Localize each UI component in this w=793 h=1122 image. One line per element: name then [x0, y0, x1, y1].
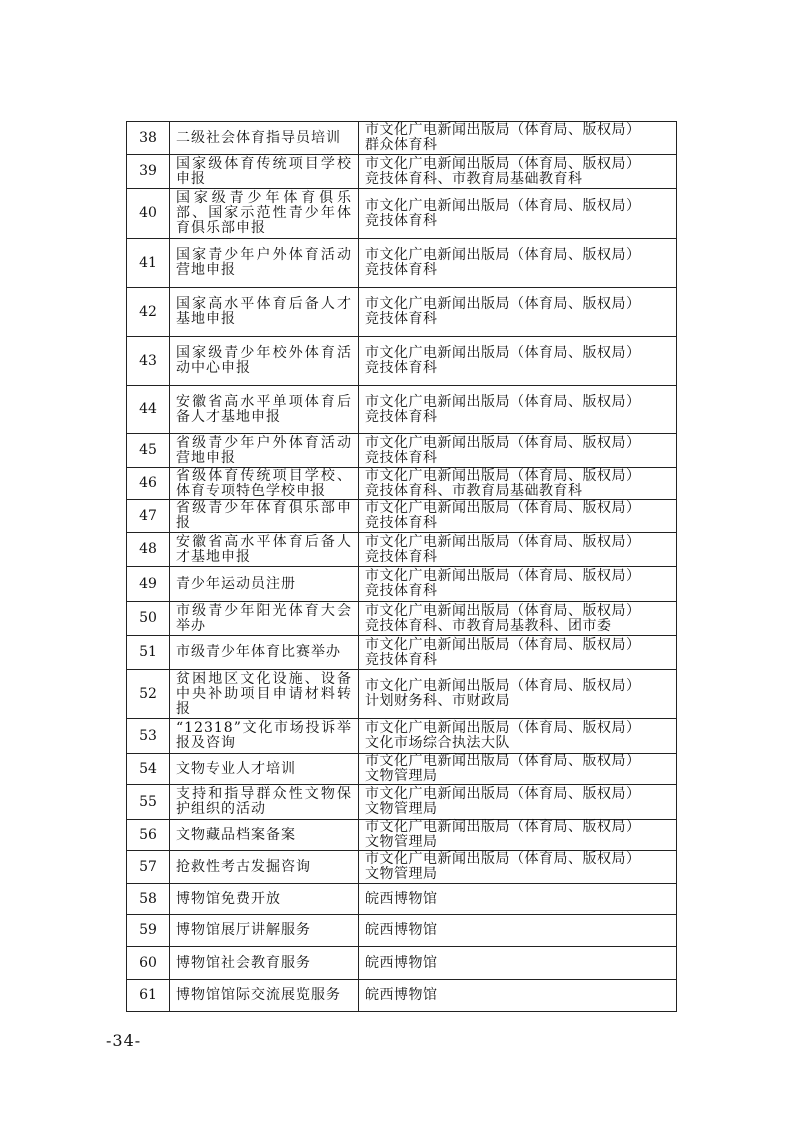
department-line: 皖西博物馆: [365, 922, 438, 938]
department-line: 市文化广电新闻出版局（体育局、版权局）: [365, 393, 641, 410]
department-line: 竞技体育科: [365, 311, 438, 327]
department-line: 市文化广电新闻出版局（体育局、版权局）: [365, 851, 641, 867]
department-line: 市文化广电新闻出版局（体育局、版权局）: [365, 720, 641, 736]
department-line: 文物管理局: [365, 834, 438, 850]
department-line: 竞技体育科、市教育局基础教育科: [365, 482, 583, 499]
department-line: 文物管理局: [365, 768, 438, 784]
table-row: [127, 670, 677, 719]
service-name: 博物馆展厅讲解服务: [170, 915, 359, 947]
department-line: 竞技体育科: [365, 651, 438, 668]
department-line: 文化市场综合执法大队: [365, 735, 510, 751]
department-line: 市文化广电新闻出版局（体育局、版权局）: [365, 819, 641, 835]
department-line: 市文化广电新闻出版局（体育局、版权局）: [365, 122, 641, 138]
service-table: [126, 121, 677, 1012]
service-name: 支持和指导群众性文物保护组织的活动: [170, 785, 359, 820]
table-row: [127, 915, 677, 947]
service-name: 贫困地区文化设施、设备中央补助项目申请材料转报: [170, 670, 359, 719]
department-line: 竞技体育科: [365, 262, 438, 278]
department-line: 市文化广电新闻出版局（体育局、版权局）: [365, 678, 641, 694]
row-number: 57: [127, 851, 170, 884]
department-line: 计划财务科、市财政局: [365, 693, 510, 709]
service-name: 市级青少年体育比赛举办: [170, 636, 359, 670]
department-line: 文物管理局: [365, 801, 438, 817]
department-line: 市文化广电新闻出版局（体育局、版权局）: [365, 296, 641, 312]
department-line: 市文化广电新闻出版局（体育局、版权局）: [365, 568, 641, 584]
row-number: 38: [127, 122, 170, 155]
department-line: 竞技体育科、市教育局基础教育科: [365, 170, 583, 187]
service-name: 抢救性考古发掘咨询: [170, 851, 359, 884]
table-row: [127, 337, 677, 386]
service-name: 市级青少年阳光体育大会举办: [170, 602, 359, 636]
service-name: 省级青少年体育俱乐部申报: [170, 500, 359, 533]
responsible-department: [359, 386, 677, 434]
service-name: 国家级体育传统项目学校申报: [170, 155, 359, 189]
service-name: “12318”文化市场投诉举报及咨询: [170, 719, 359, 754]
table-row: [127, 468, 677, 500]
department-line: 竞技体育科: [365, 583, 438, 599]
service-table-body: [127, 122, 677, 1012]
table-row: [127, 947, 677, 980]
responsible-department: [359, 567, 677, 602]
service-name: 文物专业人才培训: [170, 754, 359, 785]
department-line: 市文化广电新闻出版局（体育局、版权局）: [365, 500, 641, 516]
responsible-department: [359, 500, 677, 533]
service-name: 博物馆社会教育服务: [170, 947, 359, 980]
table-row: [127, 122, 677, 155]
department-line: 竞技体育科: [365, 360, 438, 376]
department-line: 市文化广电新闻出版局（体育局、版权局）: [365, 533, 641, 550]
department-line: 皖西博物馆: [365, 987, 438, 1003]
row-number: 53: [127, 719, 170, 754]
service-name: 省级青少年户外体育活动营地申报: [170, 434, 359, 468]
row-number: 46: [127, 468, 170, 500]
row-number: 47: [127, 500, 170, 533]
department-line: 竞技体育科: [365, 515, 438, 531]
row-number: 39: [127, 155, 170, 189]
responsible-department: [359, 884, 677, 915]
department-line: 文物管理局: [365, 866, 438, 882]
table-row: [127, 239, 677, 288]
department-line: 皖西博物馆: [365, 954, 438, 971]
row-number: 59: [127, 915, 170, 947]
responsible-department: [359, 337, 677, 386]
department-line: 市文化广电新闻出版局（体育局、版权局）: [365, 636, 641, 653]
table-row: [127, 719, 677, 754]
page-number: -34-: [106, 1031, 142, 1050]
department-line: 竞技体育科、市教育局基教科、团市委: [365, 617, 612, 634]
row-number: 40: [127, 189, 170, 239]
responsible-department: [359, 602, 677, 636]
row-number: 61: [127, 980, 170, 1012]
responsible-department: [359, 670, 677, 719]
department-line: 市文化广电新闻出版局（体育局、版权局）: [365, 434, 641, 451]
row-number: 43: [127, 337, 170, 386]
row-number: 52: [127, 670, 170, 719]
row-number: 58: [127, 884, 170, 915]
responsible-department: [359, 636, 677, 670]
service-name: 博物馆馆际交流展览服务: [170, 980, 359, 1012]
department-line: 市文化广电新闻出版局（体育局、版权局）: [365, 247, 641, 263]
table-row: [127, 820, 677, 851]
service-name: 青少年运动员注册: [170, 567, 359, 602]
table-row: [127, 500, 677, 533]
responsible-department: [359, 947, 677, 980]
responsible-department: [359, 155, 677, 189]
responsible-department: [359, 820, 677, 851]
department-line: 市文化广电新闻出版局（体育局、版权局）: [365, 197, 641, 214]
table-row: [127, 567, 677, 602]
row-number: 50: [127, 602, 170, 636]
department-line: 竞技体育科: [365, 408, 438, 425]
department-line: 群众体育科: [365, 137, 438, 153]
service-name: 二级社会体育指导员培训: [170, 122, 359, 155]
table-row: [127, 602, 677, 636]
service-name: 文物藏品档案备案: [170, 820, 359, 851]
row-number: 56: [127, 820, 170, 851]
responsible-department: [359, 754, 677, 785]
department-line: 竞技体育科: [365, 212, 438, 229]
responsible-department: [359, 434, 677, 468]
table-row: [127, 980, 677, 1012]
responsible-department: [359, 719, 677, 754]
department-line: 市文化广电新闻出版局（体育局、版权局）: [365, 467, 641, 484]
responsible-department: [359, 915, 677, 947]
department-line: 市文化广电新闻出版局（体育局、版权局）: [365, 345, 641, 361]
table-row: [127, 785, 677, 820]
service-name: 国家级青少年体育俱乐部、国家示范性青少年体育俱乐部申报: [170, 189, 359, 239]
responsible-department: [359, 533, 677, 567]
row-number: 44: [127, 386, 170, 434]
table-row: [127, 189, 677, 239]
row-number: 42: [127, 288, 170, 337]
table-row: [127, 533, 677, 567]
responsible-department: [359, 189, 677, 239]
service-name: 博物馆免费开放: [170, 884, 359, 915]
row-number: 55: [127, 785, 170, 820]
department-line: 竞技体育科: [365, 449, 438, 466]
table-row: [127, 386, 677, 434]
table-row: [127, 155, 677, 189]
table-row: [127, 754, 677, 785]
table-row: [127, 884, 677, 915]
row-number: 54: [127, 754, 170, 785]
responsible-department: [359, 122, 677, 155]
table-row: [127, 434, 677, 468]
department-line: 皖西博物馆: [365, 890, 438, 907]
department-line: 竞技体育科: [365, 548, 438, 565]
responsible-department: [359, 288, 677, 337]
responsible-department: [359, 468, 677, 500]
row-number: 49: [127, 567, 170, 602]
responsible-department: [359, 980, 677, 1012]
responsible-department: [359, 239, 677, 288]
department-line: 市文化广电新闻出版局（体育局、版权局）: [365, 602, 641, 619]
department-line: 市文化广电新闻出版局（体育局、版权局）: [365, 753, 641, 769]
department-line: 市文化广电新闻出版局（体育局、版权局）: [365, 786, 641, 802]
row-number: 41: [127, 239, 170, 288]
service-name: 安徽省高水平单项体育后备人才基地申报: [170, 386, 359, 434]
service-name: 国家青少年户外体育活动营地申报: [170, 239, 359, 288]
row-number: 51: [127, 636, 170, 670]
table-row: [127, 288, 677, 337]
row-number: 48: [127, 533, 170, 567]
responsible-department: [359, 851, 677, 884]
service-name: 国家高水平体育后备人才基地申报: [170, 288, 359, 337]
responsible-department: [359, 785, 677, 820]
service-name: 国家级青少年校外体育活动中心申报: [170, 337, 359, 386]
department-line: 市文化广电新闻出版局（体育局、版权局）: [365, 155, 641, 172]
table-row: [127, 851, 677, 884]
row-number: 45: [127, 434, 170, 468]
row-number: 60: [127, 947, 170, 980]
service-name: 安徽省高水平体育后备人才基地申报: [170, 533, 359, 567]
table-row: [127, 636, 677, 670]
service-name: 省级体育传统项目学校、体育专项特色学校申报: [170, 468, 359, 500]
